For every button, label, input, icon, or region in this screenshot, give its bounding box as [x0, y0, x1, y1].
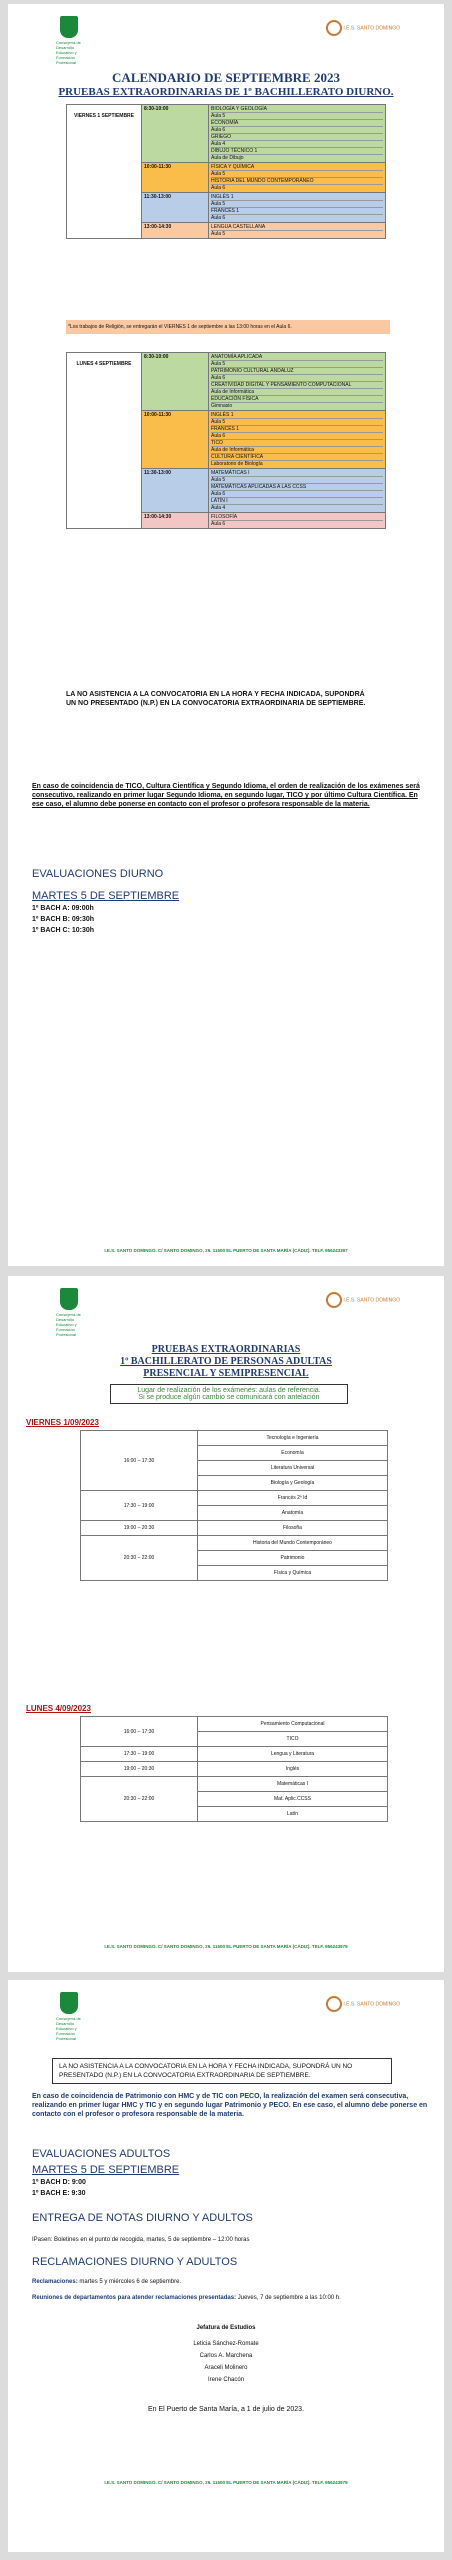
subject-name: PATRIMONIO CULTURAL ANDALUZ	[211, 368, 383, 375]
signature-name: Carlos A. Marchena	[199, 2353, 253, 2359]
junta-logo: Consejería de Desarrollo Educativo y Formación Profesional	[56, 16, 90, 64]
eval-line: 1º BACH C: 10:30h	[32, 927, 95, 934]
eval-line: 1º BACH A: 09:00h	[32, 905, 94, 912]
claims-text: Reclamaciones: martes 5 y miércoles 6 de septiembre.	[32, 2279, 182, 2285]
subject-room: Aula de Dibujo	[211, 155, 244, 161]
subjects-cell	[209, 193, 386, 223]
school-logo: I.E.S. SANTO DOMINGO	[326, 20, 400, 36]
monday-heading: LUNES 4/09/2023	[26, 1704, 91, 1713]
eval-line: 1º BACH E: 9:30	[32, 2190, 86, 2197]
subject-room: Laboratorio de Biología	[211, 461, 263, 467]
time-slot: 17:30 – 19:00	[81, 1491, 198, 1521]
table-row	[81, 1777, 388, 1792]
friday-heading: VIERNES 1/09/2023	[26, 1418, 99, 1427]
time-slot: 19:00 – 20:30	[81, 1762, 198, 1777]
subjects-cell	[209, 411, 386, 469]
adults-table-friday	[80, 1430, 388, 1581]
subject-cell: Filosofía	[198, 1521, 388, 1536]
eval-title: EVALUACIONES DIURNO	[32, 868, 164, 880]
subject-room: Aula 6	[211, 375, 383, 382]
subject-cell: Tecnología e Ingeniería	[198, 1431, 388, 1446]
subject-room: Aula 5	[211, 171, 383, 178]
day-label: LUNES 4 SEPTIEMBRE	[67, 353, 142, 529]
subject-room: Aula 4	[211, 141, 383, 148]
subject-cell: Literatura Universal	[198, 1461, 388, 1476]
footer: I.E.S. SANTO DOMINGO. C/ SANTO DOMINGO, 26. 11500 EL PUERTO DE SANTA MARÍA (CÁDIZ). TELF. 956243397	[104, 1248, 348, 1253]
time-slot: 20:30 – 22:00	[81, 1777, 198, 1822]
subject-room: Aula 5	[211, 419, 383, 426]
table-row	[81, 1431, 388, 1446]
time-slot: 8:30-10:00	[142, 105, 209, 163]
subject-room: Aula 5	[211, 201, 383, 208]
time-slot: 13:00-14:30	[142, 513, 209, 529]
schedule-table-monday	[66, 352, 386, 529]
signature-title: Jefatura de Estudios	[196, 2325, 256, 2331]
school-logo: I.E.S. SANTO DOMINGO	[326, 1292, 400, 1308]
subject-name: INGLÉS 1	[211, 194, 383, 201]
subject-cell: TICO	[198, 1732, 388, 1747]
closing-date: En El Puerto de Santa María, a 1 de julio de 2023.	[147, 2406, 305, 2413]
eval-date: MARTES 5 DE SEPTIEMBRE	[32, 890, 180, 902]
time-slot: 10:00-11:30	[142, 411, 209, 469]
subject-name: FRANCÉS 1	[211, 426, 383, 433]
calendar-title: CALENDARIO DE SEPTIEMBRE 2023	[112, 70, 340, 85]
table-row	[81, 1717, 388, 1732]
table-row	[81, 1747, 388, 1762]
calendar-subtitle: PRUEBAS EXTRAORDINARIAS DE 1º BACHILLERATO DIURNO.	[58, 86, 394, 98]
subject-name: MATEMÁTICAS APLICADAS A LAS CCSS	[211, 484, 383, 491]
signature-name: Leticia Sánchez-Romate	[193, 2341, 259, 2347]
time-slot: 17:30 – 19:00	[81, 1747, 198, 1762]
time-slot: 20:30 – 22:00	[81, 1536, 198, 1581]
signature-name: Irene Chacón	[207, 2377, 245, 2383]
subject-room: Aula 5	[211, 477, 383, 484]
subject-name: INGLÉS 1	[211, 412, 383, 419]
adults-title: PRESENCIAL Y SEMIPRESENCIAL	[143, 1368, 309, 1379]
subject-cell: Física y Química	[198, 1566, 388, 1581]
subject-name: CREATIVIDAD DIGITAL Y PENSAMIENTO COMPUTACIONAL	[211, 382, 383, 389]
table-row	[81, 1521, 388, 1536]
subject-name: EDUCACIÓN FÍSICA	[211, 396, 383, 403]
signature-name: Araceli Molinero	[204, 2365, 248, 2371]
time-slot: 11:30-13:00	[142, 193, 209, 223]
adults-table-monday	[80, 1716, 388, 1822]
subject-name: MATEMÁTICAS I	[211, 470, 383, 477]
page-3	[8, 1980, 444, 2552]
subject-room: Aula de Informática	[211, 447, 383, 454]
subject-room: Aula 5	[211, 113, 383, 120]
junta-logo: Consejería de Desarrollo Educativo y Formación Profesional	[56, 1288, 90, 1336]
subject-name: LATÍN I	[211, 498, 383, 505]
subjects-cell	[209, 163, 386, 193]
subject-room: Aula 6	[211, 491, 383, 498]
subjects-cell	[209, 513, 386, 529]
coincidence-note: En caso de coincidencia de Patrimonio con HMC y de TIC con PECO, la realización del examen será consecutiva, realizando en primer lugar HMC y TIC y en segundo lugar Patrimonio y PECO. En ese caso, el alumno debe ponerse en contacto con el profesor o profesora responsable de la materia.	[32, 2093, 428, 2118]
subject-name: GRIEGO	[211, 134, 383, 141]
subject-name: DIBUJO TÉCNICO 1	[211, 148, 383, 155]
schedule-table-friday	[66, 104, 386, 239]
school-logo: I.E.S. SANTO DOMINGO	[326, 1996, 400, 2012]
subject-name: BIOLOGÍA Y GEOLOGÍA	[211, 106, 383, 113]
subject-cell: Patrimonio	[198, 1551, 388, 1566]
no-attendance-warning: LA NO ASISTENCIA A LA CONVOCATORIA EN LA HORA Y FECHA INDICADA, SUPONDRÁ UN NO PRESENTADO (N.P.) EN LA CONVOCATORIA EXTRAORDINARIA DE SEPTIEMBRE.	[66, 691, 366, 707]
eval-line: 1º BACH D: 9:00	[32, 2179, 86, 2186]
time-slot: 8:30-10:00	[142, 353, 209, 411]
subject-room: Aula 6	[211, 521, 226, 527]
subject-cell: Anatomía	[198, 1506, 388, 1521]
location-box: Lugar de realización de los exámenes: aulas de referencia. Si se produce algún cambio se comunicará con antelación	[110, 1384, 348, 1404]
time-slot: 16:00 – 17:30	[81, 1717, 198, 1747]
adults-title: PRUEBAS EXTRAORDINARIAS	[151, 1344, 301, 1355]
time-slot: 10:00-11:30	[142, 163, 209, 193]
subject-room: Aula 6	[211, 185, 226, 191]
subject-name: LENGUA CASTELLANA	[211, 224, 383, 231]
subject-room: Aula 5	[211, 231, 226, 237]
subject-room: Aula 6	[211, 215, 226, 221]
junta-logo: Consejería de Desarrollo Educativo y Formación Profesional	[56, 1992, 90, 2040]
time-slot: 11:30-13:00	[142, 469, 209, 513]
subject-cell: Biología y Geología	[198, 1476, 388, 1491]
claims-title: RECLAMACIONES DIURNO Y ADULTOS	[32, 2256, 238, 2268]
subject-name: ECONOMÍA	[211, 120, 383, 127]
subject-name: FÍSICA Y QUÍMICA	[211, 164, 383, 171]
subjects-cell	[209, 223, 386, 239]
subject-cell: Inglés	[198, 1762, 388, 1777]
subject-name: HISTORIA DEL MUNDO CONTEMPORÁNEO	[211, 178, 383, 185]
subjects-cell	[209, 353, 386, 411]
subject-cell: Latín	[198, 1807, 388, 1822]
table-row	[81, 1536, 388, 1551]
page-2	[8, 1276, 444, 1972]
subject-cell: Mat. Aplic.CCSS	[198, 1792, 388, 1807]
meetings-text: Reuniones de departamentos para atender reclamaciones presentadas: Jueves, 7 de septiembre a las 10:00 h.	[32, 2295, 341, 2301]
time-slot: 19:00 – 20:30	[81, 1521, 198, 1536]
time-slot: 16:00 – 17:30	[81, 1431, 198, 1491]
table-row	[81, 1762, 388, 1777]
subject-room: Aula 5	[211, 361, 383, 368]
subject-name: FRANCÉS 1	[211, 208, 383, 215]
subject-cell: Economía	[198, 1446, 388, 1461]
religion-note: *Los trabajos de Religión, se entregarán el VIERNES 1 de septiembre a las 13:00 horas en el Aula 6.	[66, 320, 390, 334]
subject-room: Aula 4	[211, 505, 226, 511]
subject-name: CULTURA CIENTÍFICA	[211, 454, 383, 461]
subject-cell: Francés 2º Id	[198, 1491, 388, 1506]
subject-cell: Matemáticas I	[198, 1777, 388, 1792]
subjects-cell	[209, 469, 386, 513]
subject-name: ANATOMÍA APLICADA	[211, 354, 383, 361]
footer: I.E.S. SANTO DOMINGO. C/ SANTO DOMINGO, 26. 11500 EL PUERTO DE SANTA MARÍA (CÁDIZ). TELF. 956243979	[104, 1944, 348, 1949]
subject-room: Aula de Informática	[211, 389, 383, 396]
schedule-row	[67, 105, 386, 163]
schedule-row	[67, 353, 386, 411]
day-label: VIERNES 1 SEPTIEMBRE	[67, 105, 142, 239]
subject-room: Gimnasio	[211, 403, 233, 409]
footer: I.E.S. SANTO DOMINGO. C/ SANTO DOMINGO, 26. 11500 EL PUERTO DE SANTA MARÍA (CÁDIZ). TELF. 956243979	[104, 2480, 348, 2485]
subject-room: Aula 6	[211, 127, 383, 134]
subject-cell: Historia del Mundo Contemporáneo	[198, 1536, 388, 1551]
subjects-cell	[209, 105, 386, 163]
page-1	[8, 4, 444, 1266]
table-row	[81, 1491, 388, 1506]
eval-title: EVALUACIONES ADULTOS	[32, 2148, 171, 2160]
subject-room: Aula 6	[211, 433, 383, 440]
coincidence-note: En caso de coincidencia de TICO, Cultura Científica y Segundo Idioma, el orden de realización de los exámenes será consecutivo, realizando en primer lugar Segundo Idioma, en segundo lugar, TICO y por último Cultura Científica. En ese caso, el alumno debe ponerse en contacto con el profesor o profesora responsable de la materia.	[32, 783, 420, 808]
no-attendance-box: LA NO ASISTENCIA A LA CONVOCATORIA EN LA HORA Y FECHA INDICADA, SUPONDRÁ UN NO PRESENTADO (N.P.) EN LA CONVOCATORIA EXTRAORDINARIA DE SEPTIEMBRE.	[52, 2058, 392, 2084]
subject-cell: Pensamiento Computacional	[198, 1717, 388, 1732]
adults-title: 1º BACHILLERATO DE PERSONAS ADULTAS	[120, 1356, 332, 1367]
subject-name: FILOSOFÍA	[211, 514, 383, 521]
eval-date: MARTES 5 DE SEPTIEMBRE	[32, 2164, 180, 2176]
eval-line: 1º BACH B: 09:30h	[32, 916, 95, 923]
grades-title: ENTREGA DE NOTAS DIURNO Y ADULTOS	[32, 2212, 253, 2224]
subject-cell: Lengua y Literatura	[198, 1747, 388, 1762]
subject-name: TICO	[211, 440, 383, 447]
time-slot: 13:00-14:30	[142, 223, 209, 239]
grades-text: IPasen: Boletines en el punto de recogida, martes, 5 de septiembre – 12:00 horas	[32, 2237, 250, 2243]
